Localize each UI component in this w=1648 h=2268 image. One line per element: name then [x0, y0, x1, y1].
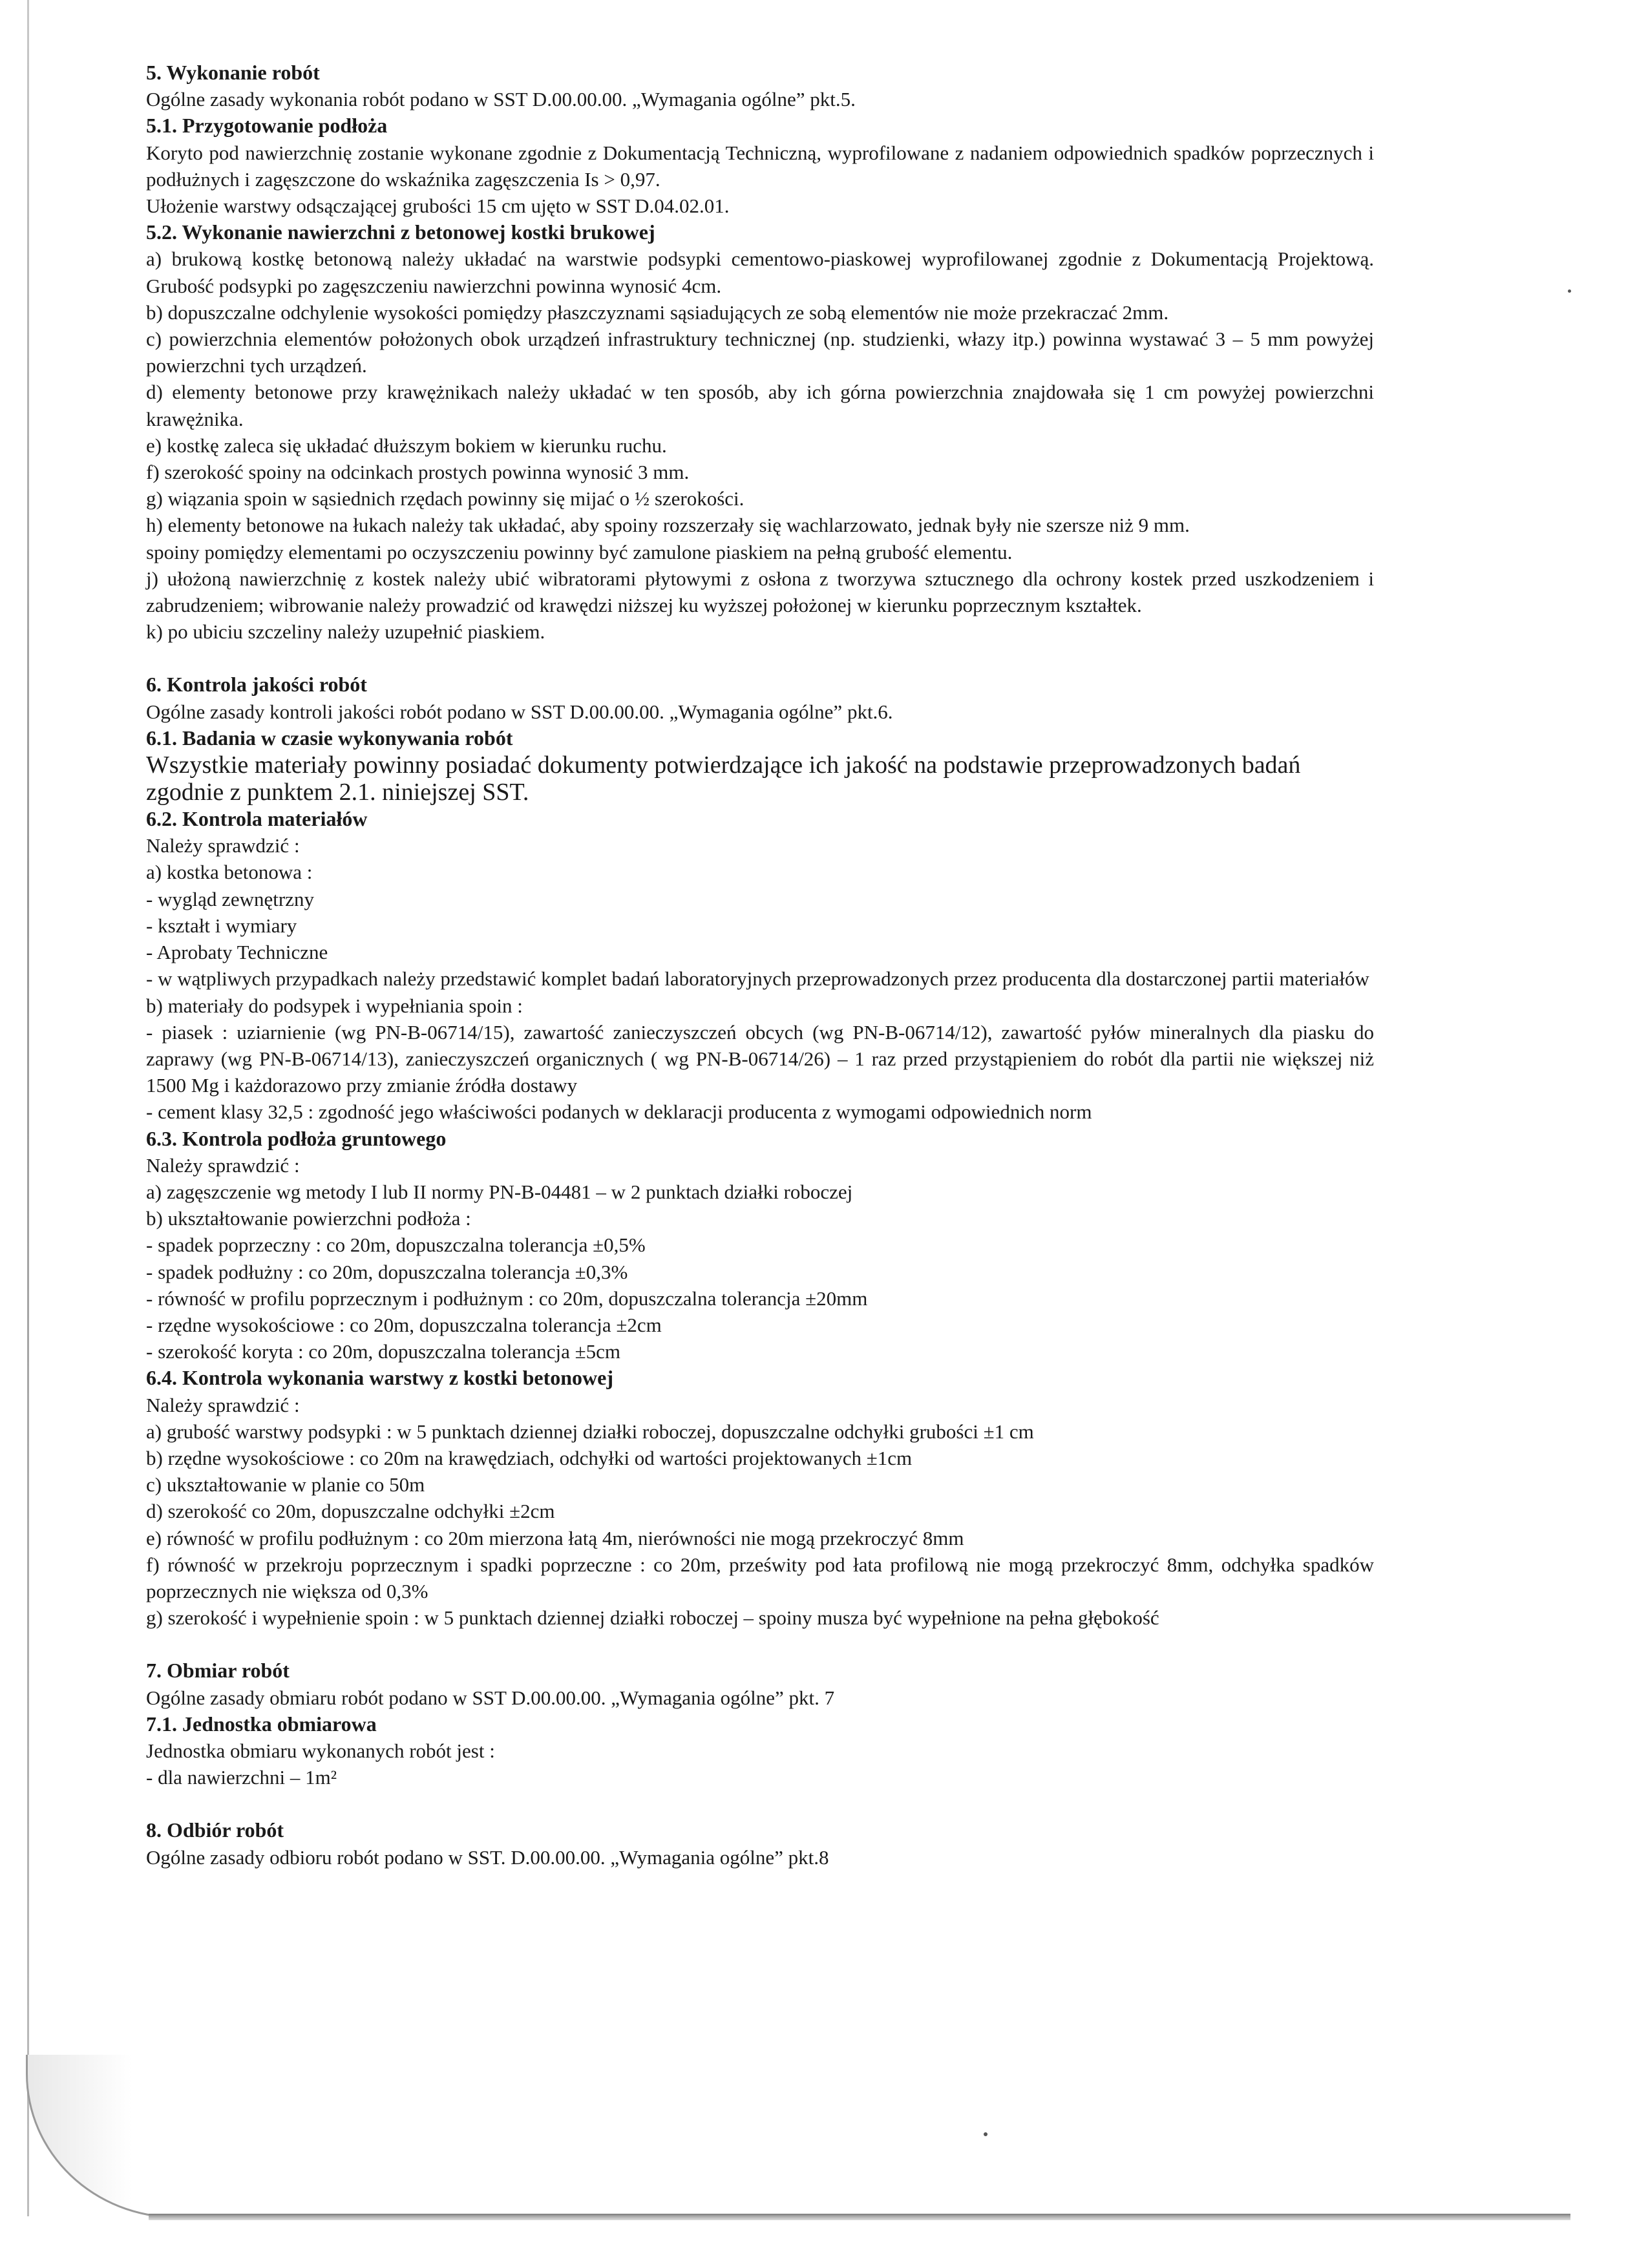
list-item: c) powierzchnia elementów położonych obok urządzeń infrastruktury technicznej (np. studzienki, włazy itp.) powinna wystawać 3 – 5 mm powyżej powierzchni tych urządzeń. [146, 328, 1374, 377]
paragraph: Koryto pod nawierzchnię zostanie wykonane zgodnie z Dokumentacją Techniczną, wyprofilowane z nadaniem odpowiednich spadków poprzecznych i podłużnych i zagęszczone do wskaźnika zagęszczenia Is > 0,97. [146, 141, 1374, 191]
subsection-heading: 5.1. Przygotowanie podłoża [146, 114, 388, 138]
line: b) materiały do podsypek i wypełniania spoin : [146, 994, 523, 1017]
list-item: e) kostkę zaleca się układać dłuższym bokiem w kierunku ruchu. [146, 434, 667, 457]
list-item: - piasek : uziarnienie (wg PN-B-06714/15), zawartość zanieczyszczeń obcych (wg PN-B-06714/12), zawartość pyłów mineralnych dla piasku do zaprawy (wg PN-B-06714/13), zanieczyszczeń organicznych ( wg PN-B-06714/26) – 1 raz przed przystąpieniem do robót dla partii nie większej niż 1500 Mg i każdorazowo przy zmianie źródła dostawy [146, 1020, 1374, 1097]
list-item: j) ułożoną nawierzchnię z kostek należy ubić wibratorami płytowymi z osłona z tworzywa sztucznego dla ochrony kostek przed uszkodzeniem i zabrudzeniem; wibrowanie należy prowadzić od krawędzi niższej ku wyższej położonej w kierunku poprzecznym kształtek. [146, 567, 1374, 617]
spacer [146, 1790, 1374, 1817]
section-heading: 7. Obmiar robót [146, 1659, 290, 1683]
list-item: h) elementy betonowe na łukach należy tak układać, aby spoiny rozszerzały się wachlarzowato, jednak były nie szersze niż 9 mm. [146, 514, 1190, 537]
paragraph: Ogólne zasady odbioru robót podano w SST. D.00.00.00. „Wymagania ogólne” pkt.8 [146, 1845, 829, 1869]
subsection-heading: 6.2. Kontrola materiałów [146, 807, 368, 831]
line: - równość w profilu poprzecznym i podłużnym : co 20m, dopuszczalna tolerancja ±20mm [146, 1286, 868, 1310]
section-heading: 6. Kontrola jakości robót [146, 673, 367, 697]
line: - spadek podłużny : co 20m, dopuszczalna tolerancja ±0,3% [146, 1260, 628, 1283]
section-heading: 5. Wykonanie robót [146, 61, 320, 84]
list-item: k) po ubiciu szczeliny należy uzupełnić piaskiem. [146, 620, 545, 644]
spacer [146, 1631, 1374, 1657]
line: - rzędne wysokościowe : co 20m, dopuszczalna tolerancja ±2cm [146, 1313, 662, 1336]
list-item: a) brukową kostkę betonową należy układać na warstwie podsypki cementowo-piaskowej wyprofilowanej zgodnie z Dokumentacją Projektową. Grubość podsypki po zagęszczeniu nawierzchni powinna wynosić 4cm. [146, 247, 1374, 297]
line: b) rzędne wysokościowe : co 20m na krawędziach, odchyłki od wartości projektowanych ±1cm [146, 1446, 913, 1469]
list-item: - cement klasy 32,5 : zgodność jego właściwości podanych w deklaracji producenta z wymogami odpowiednich norm [146, 1100, 1092, 1124]
subsection-heading: 6.4. Kontrola wykonania warstwy z kostki betonowej [146, 1366, 613, 1390]
list-item: b) dopuszczalne odchylenie wysokości pomiędzy płaszczyznami sąsiadujących ze sobą elementów nie może przekraczać 2mm. [146, 300, 1169, 324]
line: c) ukształtowanie w planie co 50m [146, 1473, 425, 1496]
line: - szerokość koryta : co 20m, dopuszczalna tolerancja ±5cm [146, 1340, 621, 1363]
line: b) ukształtowanie powierzchni podłoża : [146, 1207, 471, 1230]
line: Należy sprawdzić : [146, 834, 300, 857]
list-item: d) elementy betonowe przy krawężnikach należy układać w ten sposób, aby ich górna powierzchnia znajdowała się 1 cm powyżej powierzchni krawężnika. [146, 381, 1374, 430]
scan-speck [984, 2132, 988, 2136]
line: - kształt i wymiary [146, 914, 297, 937]
line: - wygląd zewnętrzny [146, 887, 314, 910]
list-item: spoiny pomiędzy elementami po oczyszczeniu powinny być zamulone piaskiem na pełną grubość elementu. [146, 540, 1013, 563]
list-item: - w wątpliwych przypadkach należy przedstawić komplet badań laboratoryjnych przeprowadzonych przez producenta dla dostarczonej partii materiałów [146, 967, 1369, 991]
line: e) równość w profilu podłużnym : co 20m mierzona łatą 4m, nierówności nie mogą przekroczyć 8mm [146, 1526, 964, 1549]
spacer [146, 645, 1374, 671]
line: a) kostka betonowa : [146, 861, 313, 884]
paragraph: Ułożenie warstwy odsączającej grubości 15 cm ujęto w SST D.04.02.01. [146, 194, 730, 218]
subsection-heading: 6.1. Badania w czasie wykonywania robót [146, 726, 513, 750]
line: - Aprobaty Techniczne [146, 941, 328, 964]
subsection-heading: 7.1. Jednostka obmiarowa [146, 1712, 377, 1736]
line: - spadek poprzeczny : co 20m, dopuszczalna tolerancja ±0,5% [146, 1234, 646, 1257]
subsection-heading: 6.3. Kontrola podłoża gruntowego [146, 1126, 447, 1150]
line: a) grubość warstwy podsypki : w 5 punktach dziennej działki roboczej, dopuszczalne odchyłki grubości ±1 cm [146, 1420, 1034, 1443]
scan-curl-corner [26, 2055, 176, 2218]
line: - dla nawierzchni – 1m² [146, 1766, 337, 1789]
line: d) szerokość co 20m, dopuszczalne odchyłki ±2cm [146, 1500, 555, 1523]
list-item: g) wiązania spoin w sąsiednich rzędach powinny się mijać o ½ szerokości. [146, 487, 745, 510]
line: Należy sprawdzić : [146, 1393, 300, 1416]
scan-edge-bottom [149, 2214, 1570, 2220]
list-item: f) równość w przekroju poprzecznym i spadki poprzeczne : co 20m, prześwity pod łata profilową nie mogą przekroczyć 8mm, odchyłka spadków poprzecznych nie większa od 0,3% [146, 1553, 1374, 1602]
paragraph: Ogólne zasady obmiaru robót podano w SST D.00.00.00. „Wymagania ogólne” pkt. 7 [146, 1686, 835, 1709]
list-item: g) szerokość i wypełnienie spoin : w 5 punktach dziennej działki roboczej – spoiny musza być wypełnione na pełna głębokość [146, 1606, 1159, 1630]
line: Jednostka obmiaru wykonanych robót jest : [146, 1739, 495, 1762]
list-item: f) szerokość spoiny na odcinkach prostych powinna wynosić 3 mm. [146, 461, 690, 484]
scan-edge-left [27, 0, 29, 2216]
paragraph: Ogólne zasady kontroli jakości robót podano w SST D.00.00.00. „Wymagania ogólne” pkt.6. [146, 700, 893, 723]
line: a) zagęszczenie wg metody I lub II normy PN-B-04481 – w 2 punktach działki roboczej [146, 1180, 853, 1203]
document-page [146, 59, 1374, 1871]
section-heading: 8. Odbiór robót [146, 1818, 284, 1842]
scan-speck [1568, 289, 1571, 293]
paragraph: Ogólne zasady wykonania robót podano w SST D.00.00.00. „Wymagania ogólne” pkt.5. [146, 88, 856, 111]
line: Należy sprawdzić : [146, 1153, 300, 1177]
paragraph-large: Wszystkie materiały powinny posiadać dokumenty potwierdzające ich jakość na podstawie przeprowadzonych badań zgodnie z punktem 2.1. niniejszej SST. [146, 751, 1301, 806]
subsection-heading: 5.2. Wykonanie nawierzchni z betonowej kostki brukowej [146, 220, 655, 244]
